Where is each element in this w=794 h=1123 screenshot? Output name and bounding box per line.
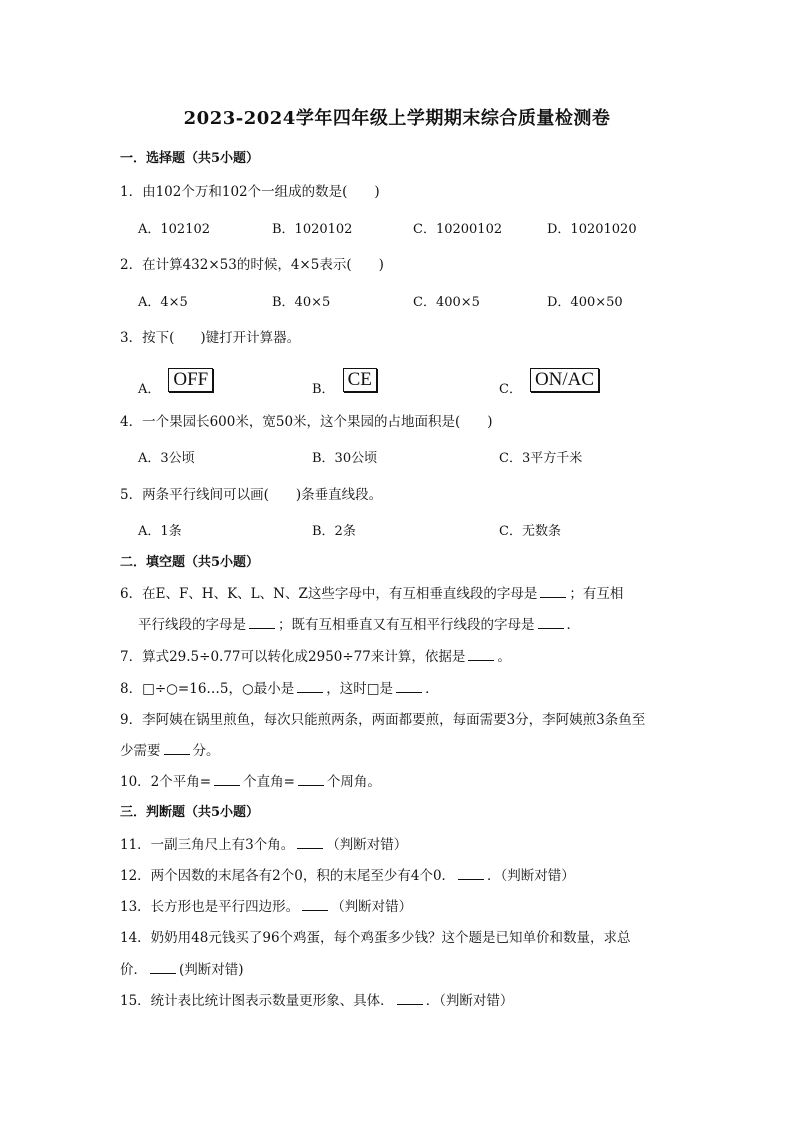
page-title: 2023-2024学年四年级上学期期末综合质量检测卷 bbox=[183, 108, 611, 129]
q10-text-1: 10．2个平角= bbox=[120, 774, 212, 790]
question-3 bbox=[120, 326, 680, 346]
q3-option-b-label: B． bbox=[312, 382, 335, 397]
q2-option-b: B．40×5 bbox=[272, 295, 331, 310]
question-13 bbox=[120, 895, 680, 915]
question-8 bbox=[120, 677, 680, 697]
q12-text-1: 12．两个因数的末尾各有2个0，积的末尾至少有4个0． bbox=[120, 868, 456, 884]
q9-text-2: 分。 bbox=[192, 743, 220, 759]
q4-option-a: A．3公顷 bbox=[138, 451, 195, 466]
answer-blank bbox=[397, 993, 423, 1005]
q6-text-5: ． bbox=[566, 617, 580, 633]
q1-option-a: A．102102 bbox=[138, 222, 211, 237]
question-2: 2．在计算432×53的时候，4×5表示( ) bbox=[120, 257, 384, 273]
question-11 bbox=[120, 833, 680, 853]
q3-text-post: )键打开计算器。 bbox=[200, 330, 301, 346]
q5-option-a: A．1条 bbox=[138, 524, 182, 539]
q8-text-3: ． bbox=[425, 681, 439, 697]
answer-blank bbox=[164, 743, 190, 755]
q1-option-d: D．10201020 bbox=[547, 222, 637, 237]
q8-text-1: 8．□÷○=16…5，○最小是 bbox=[120, 681, 295, 697]
question-9-line-1: 9．李阿姨在锅里煎鱼，每次只能煎两条，两面都要煎，每面需要3分，李阿姨煎3条鱼至 bbox=[120, 712, 646, 728]
answer-blank bbox=[396, 681, 422, 693]
on-ac-key-icon: ON/AC bbox=[530, 368, 599, 392]
q15-text-1: 15．统计表比统计图表示数量更形象、具体． bbox=[120, 993, 394, 1009]
q4-option-b: B．30公顷 bbox=[312, 451, 378, 466]
answer-blank bbox=[298, 774, 324, 786]
q14-text-2: (判断对错) bbox=[179, 962, 244, 978]
answer-blank bbox=[297, 681, 323, 693]
q3-text-pre: 3．按下( bbox=[120, 330, 175, 346]
q11-text-2: （判断对错） bbox=[326, 837, 408, 853]
q15-text-2: ．（判断对错） bbox=[425, 993, 514, 1009]
q1-option-b: B．1020102 bbox=[272, 222, 353, 237]
answer-blank bbox=[538, 617, 564, 629]
q10-text-3: 个周角。 bbox=[326, 774, 381, 790]
answer-blank bbox=[297, 837, 323, 849]
answer-blank bbox=[458, 868, 484, 880]
q11-text-1: 11．一副三角尺上有3个角。 bbox=[120, 837, 295, 853]
q7-text-2: 。 bbox=[497, 649, 511, 665]
q12-text-2: ．（判断对错） bbox=[487, 868, 575, 884]
question-10 bbox=[120, 770, 680, 790]
q4-option-c: C．3平方千米 bbox=[499, 451, 583, 466]
q9-text-1: 少需要 bbox=[120, 743, 161, 759]
q6-text-1: 6．在E、F、H、K、L、N、Z这些字母中，有互相垂直线段的字母是 bbox=[120, 586, 538, 602]
q10-text-2: 个直角= bbox=[243, 774, 295, 790]
q8-text-2: ，这时□是 bbox=[326, 681, 394, 697]
q3-option-b bbox=[312, 369, 377, 400]
section-heading-judge: 三．判断题（共5小题） bbox=[120, 805, 260, 820]
q14-text-1: 价． bbox=[120, 962, 147, 978]
q2-option-c: C．400×5 bbox=[413, 295, 480, 310]
question-15 bbox=[120, 989, 680, 1009]
q13-text-1: 13．长方形也是平行四边形。 bbox=[120, 899, 300, 915]
q3-option-c bbox=[499, 369, 599, 400]
ce-key-icon: CE bbox=[343, 368, 377, 392]
q6-text-4: ；既有互相垂直又有互相平行线段的字母是 bbox=[278, 617, 535, 633]
q5-option-b: B．2条 bbox=[312, 524, 356, 539]
q6-text-2: ；有互相 bbox=[569, 586, 624, 602]
question-5: 5．两条平行线间可以画( )条垂直线段。 bbox=[120, 487, 383, 503]
question-14-line-2 bbox=[120, 958, 680, 978]
answer-blank bbox=[249, 617, 275, 629]
off-key-icon: OFF bbox=[168, 368, 213, 392]
section-heading-fill: 二．填空题（共5小题） bbox=[120, 555, 260, 570]
q3-option-a-label: A． bbox=[138, 382, 161, 397]
answer-blank bbox=[150, 962, 176, 974]
question-9-line-2 bbox=[120, 739, 680, 759]
q2-option-d: D．400×50 bbox=[547, 295, 623, 310]
answer-blank bbox=[302, 899, 328, 911]
q1-option-c: C．10200102 bbox=[413, 222, 503, 237]
section-heading-choice: 一．选择题（共5小题） bbox=[120, 151, 260, 166]
answer-blank bbox=[540, 586, 566, 598]
q6-text-3: 平行线段的字母是 bbox=[138, 617, 246, 633]
q13-text-2: （判断对错） bbox=[331, 899, 413, 915]
q3-option-c-label: C． bbox=[499, 382, 522, 397]
q3-option-a bbox=[138, 369, 213, 400]
answer-blank bbox=[214, 774, 240, 786]
q2-option-a: A．4×5 bbox=[138, 295, 188, 310]
question-14-line-1: 14．奶奶用48元钱买了96个鸡蛋，每个鸡蛋多少钱？这个题是已知单价和数量，求总 bbox=[120, 930, 631, 946]
answer-blank bbox=[468, 649, 494, 661]
question-4: 4．一个果园长600米，宽50米，这个果园的占地面积是( ) bbox=[120, 414, 493, 430]
question-6-line-1 bbox=[120, 582, 680, 602]
question-1: 1．由102个万和102个一组成的数是( ) bbox=[120, 184, 380, 200]
question-6-line-2 bbox=[138, 613, 698, 633]
question-7 bbox=[120, 645, 680, 665]
q5-option-c: C．无数条 bbox=[499, 524, 561, 539]
q7-text-1: 7．算式29.5÷0.77可以转化成2950÷77来计算，依据是 bbox=[120, 649, 466, 665]
question-12 bbox=[120, 864, 680, 884]
